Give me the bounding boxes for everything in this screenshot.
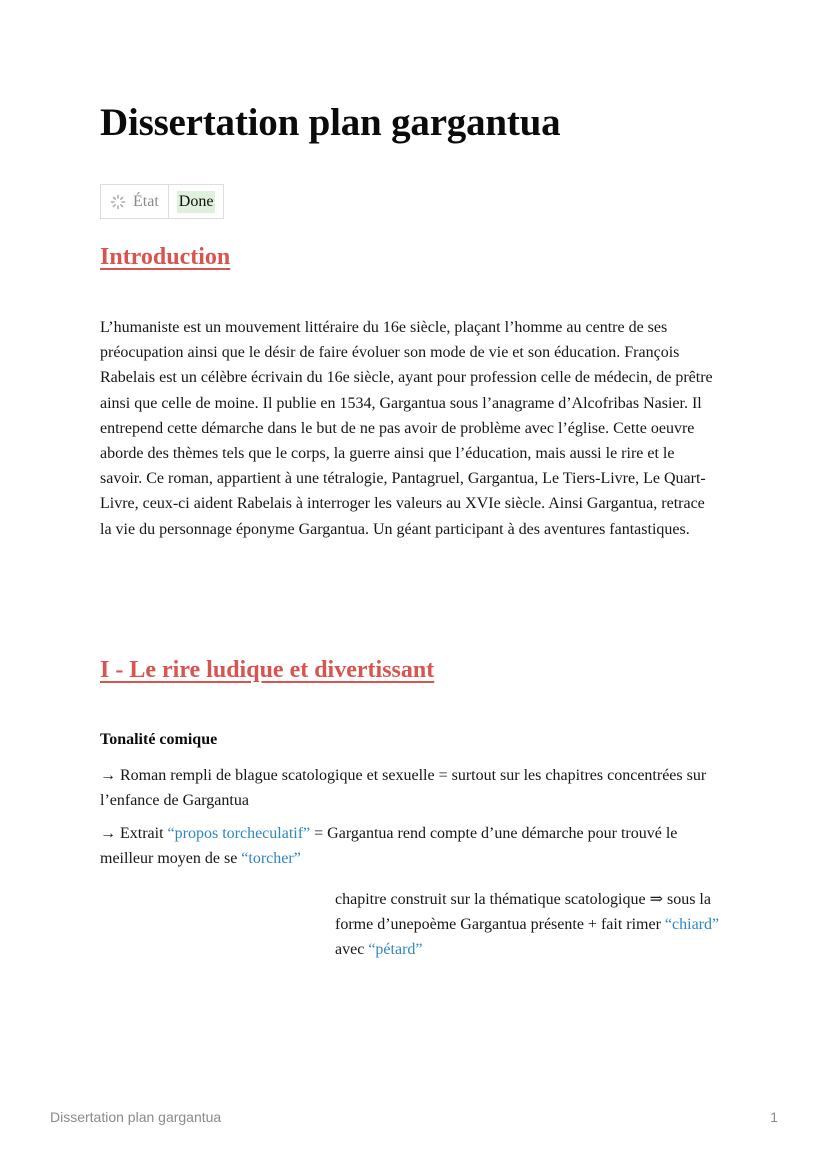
footer-title: Dissertation plan gargantua (50, 1109, 222, 1125)
bullet-prefix: → Extrait (100, 825, 168, 842)
quote-chiard: “chiard” (664, 916, 720, 933)
introduction-heading: Introduction (100, 244, 231, 270)
status-property-value (169, 185, 224, 218)
section-1-heading: I - Le rire ludique et divertissant (100, 657, 435, 683)
quote-torcher: “torcher” (241, 850, 301, 867)
bullet-middle: = Gargantua rend compte d’une démarche pour trouvé le meilleur moyen de se (100, 825, 678, 867)
status-badge: Done (177, 191, 216, 213)
page-title: Dissertation plan gargantua (100, 101, 561, 144)
bullet-extrait-propos (100, 821, 720, 871)
status-label: État (133, 192, 159, 210)
loading-spinner-icon (110, 194, 126, 210)
status-property-name (101, 185, 169, 218)
subheading-tonalite-comique: Tonalité comique (100, 731, 218, 748)
indented-note (335, 887, 725, 962)
quote-propos-torcheculatif: “propos torcheculatif” (167, 825, 311, 842)
indented-text: chapitre construit sur la thématique scatologique ⇒ sous la forme d’unepoème Gargantua présente + fait rimer (335, 891, 711, 933)
quote-petard: “pétard” (368, 941, 423, 958)
footer-page-number: 1 (770, 1109, 778, 1125)
indented-middle: avec (335, 941, 369, 958)
status-property (100, 184, 224, 219)
bullet-roman-scatologique: → Roman rempli de blague scatologique et sexuelle = surtout sur les chapitres concentrées sur l’enfance de Gargantua (100, 767, 707, 809)
introduction-paragraph: L’humaniste est un mouvement littéraire du 16e siècle, plaçant l’homme au centre de ses préocupation ainsi que le désir de faire évoluer son mode de vie et son éducation. François Rabelais est un célèbre écrivain du 16e siècle, ayant pour profession celle de médecin, de prêtre ainsi que celle de moine. Il publie en 1534, Gargantua sous l’anagrame d’Alcofribas Nasier. Il entrepend cette démarche dans le but de ne pas avoir de problème avec l’église. Cette oeuvre aborde des thèmes tels que le corps, la guerre ainsi que l’éducation, mais aussi le rire et le savoir. Ce roman, appartient à une tétralogie, Pantagruel, Gargantua, Le Tiers-Livre, Le Quart-Livre, ceux-ci aident Rabelais à interroger les valeurs au XVIe siècle. Ainsi Gargantua, retrace la vie du personnage éponyme Gargantua. Un géant participant à des aventures fantastiques. (100, 319, 713, 538)
